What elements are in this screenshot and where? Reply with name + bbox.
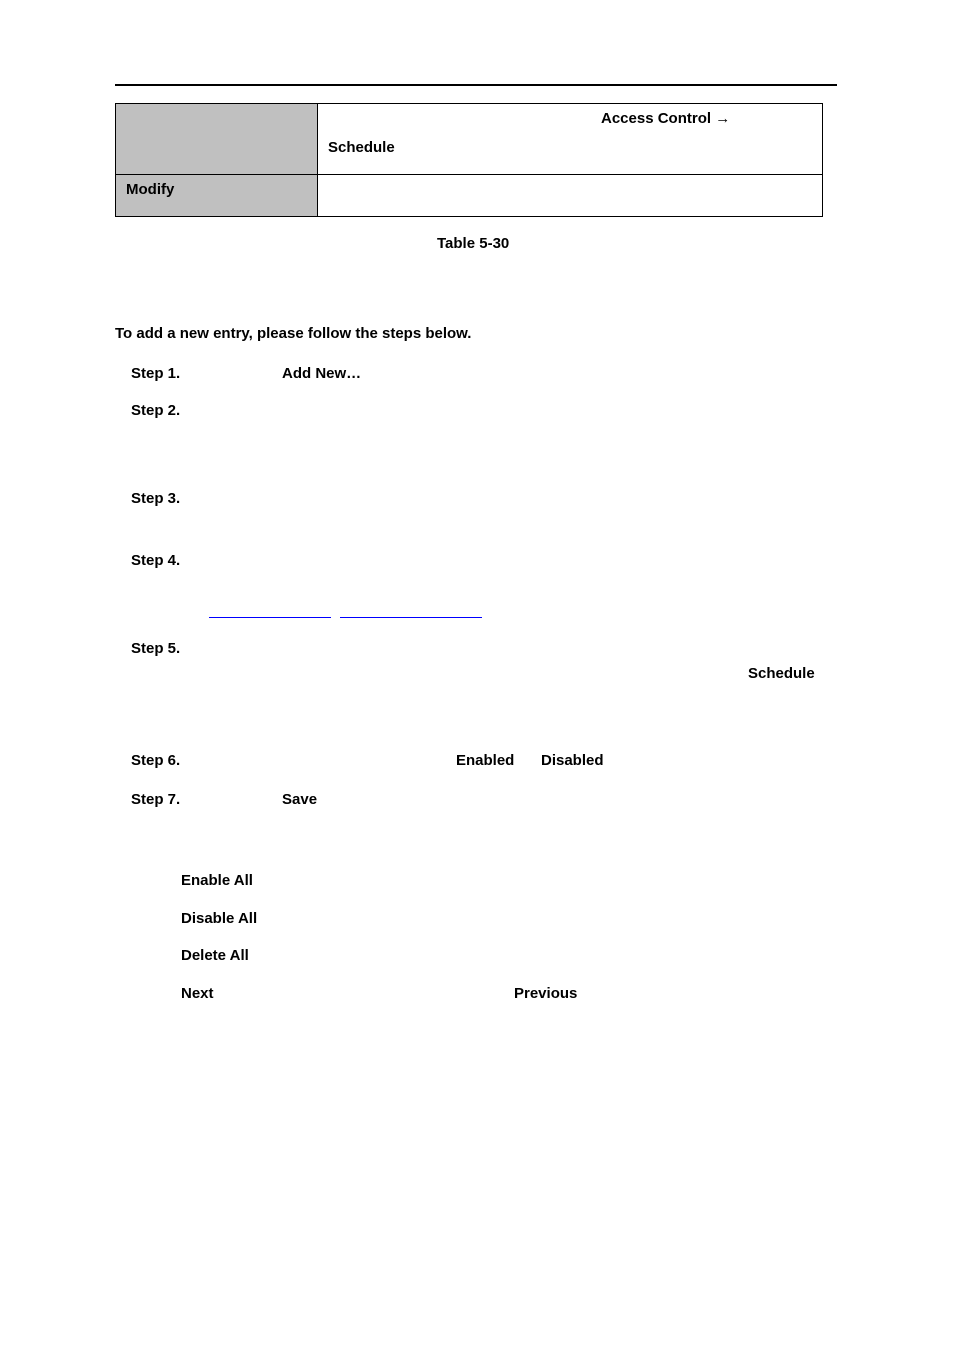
enable-all-term: Enable All xyxy=(181,872,253,889)
schedule-ref: Schedule xyxy=(328,139,395,156)
modify-label: Modify xyxy=(126,181,175,198)
step-3-label: Step 3. xyxy=(131,490,181,507)
table-caption: Table 5-30 xyxy=(437,235,510,252)
hyperlink-underline[interactable] xyxy=(340,617,482,618)
table-row xyxy=(116,175,823,217)
intro-text: To add a new entry, please follow the steps below. xyxy=(115,325,472,342)
hyperlink-underline[interactable] xyxy=(209,617,331,618)
access-control-ref: Access Control → xyxy=(601,110,731,127)
step-4-label: Step 4. xyxy=(131,552,181,569)
step-6-label: Step 6. xyxy=(131,752,181,769)
save-keyword: Save xyxy=(282,791,318,808)
table-label-cell xyxy=(116,104,318,175)
step-2-label: Step 2. xyxy=(131,402,181,419)
schedule-keyword: Schedule xyxy=(748,665,815,682)
table-value-cell xyxy=(318,104,823,175)
disabled-keyword: Disabled xyxy=(541,752,604,769)
table-value-cell xyxy=(318,175,823,217)
description-table xyxy=(115,103,823,217)
table-label-cell xyxy=(116,175,318,217)
header-rule xyxy=(115,84,837,86)
enabled-keyword: Enabled xyxy=(456,752,515,769)
add-new-keyword: Add New… xyxy=(282,365,362,382)
step-7-label: Step 7. xyxy=(131,791,181,808)
delete-all-term: Delete All xyxy=(181,947,249,964)
previous-term: Previous xyxy=(514,985,578,1002)
step-1-label: Step 1. xyxy=(131,365,181,382)
disable-all-term: Disable All xyxy=(181,910,258,927)
next-term: Next xyxy=(181,985,214,1002)
step-5-label: Step 5. xyxy=(131,640,181,657)
table-row xyxy=(116,104,823,175)
